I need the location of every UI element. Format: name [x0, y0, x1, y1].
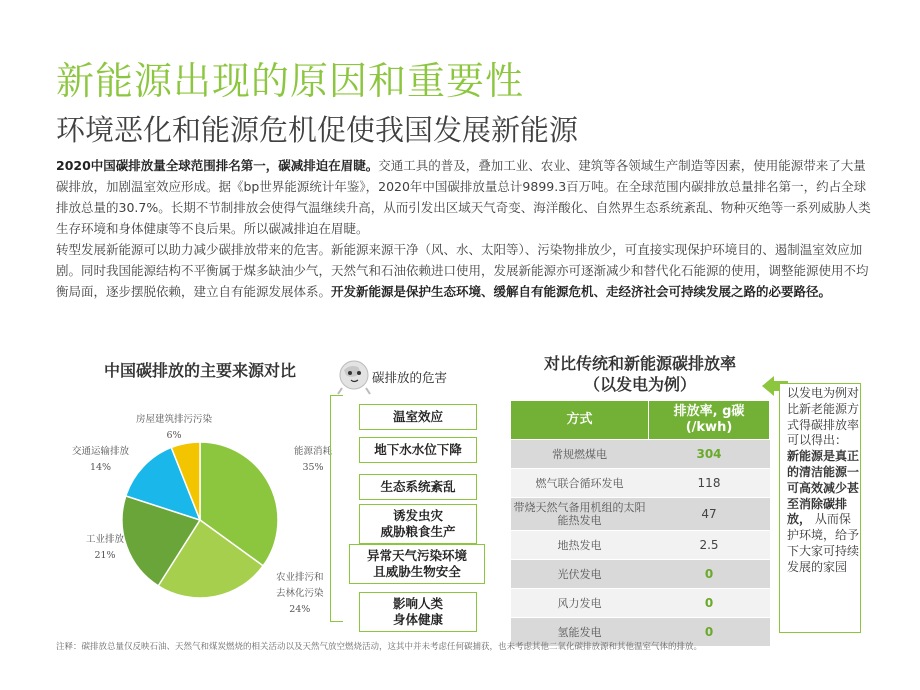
- table-cell-value: 47: [649, 498, 770, 531]
- footnote: 注释：碳排放总量仅反映石油、天然气和煤炭燃烧的相关活动以及天然气放空燃烧活动，这其中并未考虑任何碳捕获，也未考虑其他二氧化碳排放源和其他温室气体的排放。: [56, 642, 703, 652]
- pie-label-transport-pct: 14%: [89, 462, 112, 473]
- table-header-row: [511, 401, 770, 440]
- table-cell-source: 燃气联合循环发电: [511, 469, 649, 498]
- pie-label-industry: [86, 532, 124, 564]
- callout-emphasis: 新能源是真正的清洁能源一可高效减少甚至消除碳排放，: [787, 449, 860, 527]
- pie-label-industry-name: 工业排放: [86, 534, 125, 545]
- pie-label-agri-name2: 去林化污染: [276, 588, 324, 599]
- hazard-item-5-line2: 且威胁生物安全: [373, 564, 461, 579]
- table-cell-value: 0: [649, 589, 770, 618]
- pie-label-transport-name: 交通运输排放: [72, 446, 130, 457]
- table-row: [511, 560, 770, 589]
- table-cell-value: 0: [649, 560, 770, 589]
- table-cell-value: 304: [649, 440, 770, 469]
- table-cell-source: 地热发电: [511, 531, 649, 560]
- pie-label-energy: [294, 444, 332, 476]
- paragraph-2-conclusion: 开发新能源是保护生态环境、缓解自有能源危机、走经济社会可持续发展之路的必要路径。: [331, 284, 832, 299]
- hazard-item-5-line1: 异常天气污染环境: [366, 548, 467, 563]
- pie-label-agri-pct: 24%: [289, 604, 311, 615]
- hazards-bracket: [330, 395, 343, 622]
- table-header-rate-line1: 排放率, g碳: [673, 404, 745, 419]
- callout-tail: 从而保护环境，给予下大家可持续发展的家园: [787, 512, 860, 574]
- callout-intro: 以发电为例对比新老能源方式得碳排放率可以得出：: [787, 386, 860, 448]
- pie-label-energy-pct: 35%: [302, 462, 324, 473]
- table-cell-value: 0: [649, 618, 770, 647]
- paragraph-2: [56, 239, 876, 302]
- callout-text: [787, 386, 859, 576]
- hazard-item-4-line1: 诱发虫灾: [392, 508, 443, 523]
- globe-mascot-icon: [334, 358, 374, 396]
- hazard-item-6: [359, 592, 477, 632]
- table-cell-source: 氢能发电: [511, 618, 649, 647]
- hazard-item-2: [359, 437, 477, 463]
- hazard-item-4: [359, 504, 477, 544]
- paragraph-1-text: 交通工具的普及，叠加工业、农业、建筑等各领域生产制造等因素，使用能源带来了大量碳排放，加剧温室效应形成。据《bp世界能源统计年鉴》，2020年中国碳排放量总计9899.3百万吨。在全球范围内碳排放总量排名第一，约占全球排放总量的30.7%。长期不节制排放会使得气温继续升高，从而引发出区域天气奇变、海洋酸化、自然界生态系统紊乱、物种灭绝等一系列威胁人类生存环境和身体健康等不良后果。所以碳减排迫在眉睫。: [56, 158, 871, 236]
- paragraph-1-lead: 2020中国碳排放量全球范围排名第一，碳减排迫在眉睫。: [56, 158, 379, 173]
- paragraph-1: [56, 155, 876, 239]
- page-title: 新能源出现的原因和重要性: [56, 59, 525, 103]
- hazard-item-3-label: 生态系统紊乱: [380, 479, 456, 494]
- table-title-line1: 对比传统和新能源碳排放率: [543, 354, 736, 373]
- table-cell-source: 风力发电: [511, 589, 649, 618]
- table-header-rate: [649, 401, 770, 440]
- table-cell-value: 118: [649, 469, 770, 498]
- pie-label-building-name: 房屋建筑排污污染: [136, 414, 213, 425]
- body-text: [56, 155, 876, 302]
- pie-label-building-pct: 6%: [166, 430, 182, 441]
- hazard-item-5: [349, 544, 485, 584]
- pie-label-agri: [276, 570, 324, 618]
- pie-label-building: [136, 412, 212, 444]
- pie-chart-title: 中国碳排放的主要来源对比: [104, 361, 297, 380]
- table-cell-value: 2.5: [649, 531, 770, 560]
- pie-label-industry-pct: 21%: [94, 550, 116, 561]
- hazard-item-1-label: 温室效应: [392, 409, 443, 424]
- table-row: [511, 589, 770, 618]
- emission-table: [510, 400, 770, 647]
- hazard-item-6-line2: 身体健康: [392, 612, 443, 627]
- hazard-item-6-line1: 影响人类: [392, 596, 443, 611]
- hazard-item-4-line2: 威胁粮食生产: [380, 524, 456, 539]
- table-row: [511, 498, 770, 531]
- page-subtitle: 环境恶化和能源危机促使我国发展新能源: [56, 113, 579, 147]
- table-header-rate-line2: (/kwh): [685, 420, 733, 435]
- table-cell-source: 光伏发电: [511, 560, 649, 589]
- table-row: [511, 440, 770, 469]
- table-header-source: 方式: [511, 401, 649, 440]
- hazards-heading: 碳排放的危害: [372, 370, 448, 385]
- hazard-item-2-label: 地下水水位下降: [374, 442, 462, 457]
- table-cell-source: 常规燃煤电: [511, 440, 649, 469]
- table-title: [510, 353, 770, 395]
- pie-chart: [120, 440, 280, 600]
- pie-label-energy-name: 能源消耗: [294, 446, 333, 457]
- table-cell-source: 带烧天然气备用机组的太阳能热发电: [511, 498, 649, 531]
- paragraph-2-text: 转型发展新能源可以助力减少碳排放带来的危害。新能源来源干净（风、水、太阳等）、污染物排放少，可直接实现保护环境目的、遏制温室效应加剧。同时我国能源结构不平衡属于煤多缺油少气，天然气和石油依赖进口使用，发展新能源亦可逐渐减少和替代化石能源的使用，调整能源使用不均衡局面，逐步摆脱依赖，建立自有能源发展体系。: [56, 242, 869, 299]
- table-row: [511, 469, 770, 498]
- hazard-item-3: [359, 474, 477, 500]
- pie-label-transport: [72, 444, 129, 476]
- pie-label-agri-name1: 农业排污和: [276, 572, 324, 583]
- table-row: [511, 531, 770, 560]
- table-title-line2: （以发电为例）: [583, 375, 696, 394]
- hazard-item-1: [359, 404, 477, 430]
